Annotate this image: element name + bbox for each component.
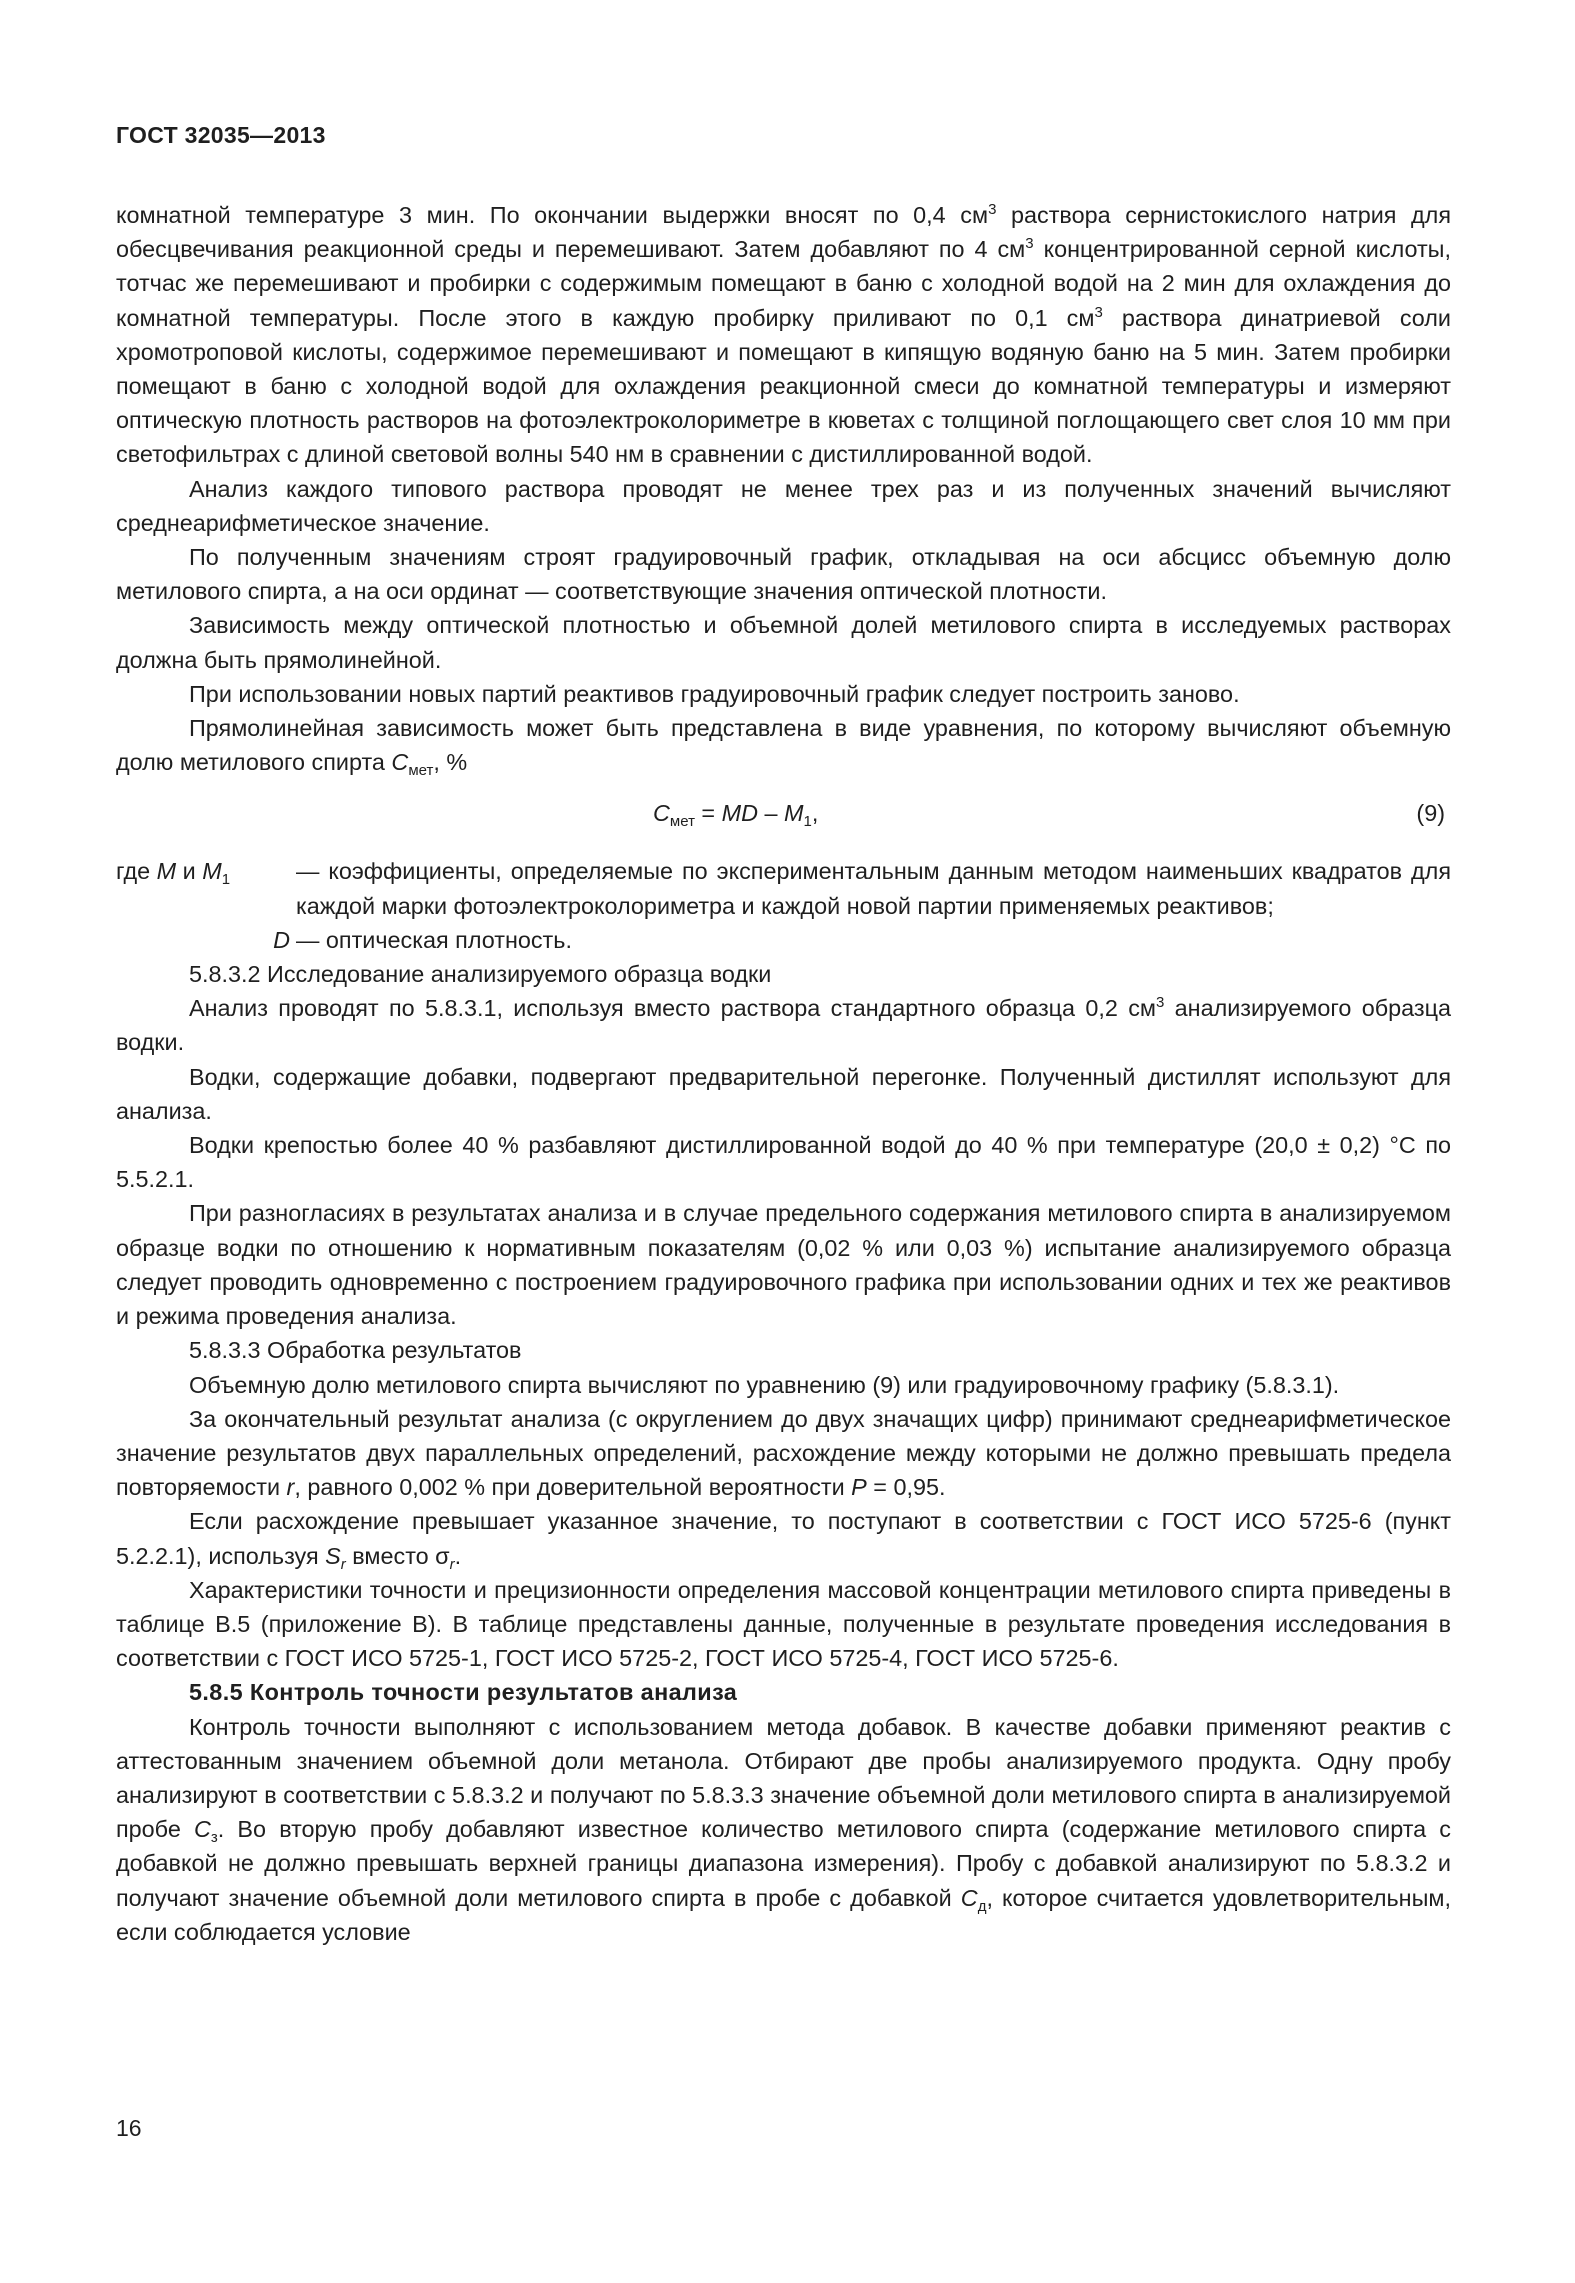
paragraph: Контроль точности выполняют с использованием метода добавок. В качестве добавки применяют реактив с аттестованным значением объемной доли метанола. Отбирают две пробы анализируемого продукта. Одну пробу анализируют в соответствии с 5.8.3.2 и получают по 5.8.3.3 значение объемной доли метилового спирта в анализируемой пробе $С_з$. Во вторую пробу добавляют известное количество метилового спирта (содержание метилового спирта с добавкой не должно превышать верхней границы диапазона измерения). Пробу с добавкой анализируют по 5.8.3.2 и получают значение объемной доли метилового спирта в пробе с добавкой $С_д$, которое считается удовлетворительным, если соблюдается условие xyxy=(116,1713,1452,1945)
where-clause-d: D — оптическая плотность. xyxy=(273,926,572,953)
paragraph: Анализ проводят по 5.8.3.1, используя вместо раствора стандартного образца 0,2 $см^3$ анализируемого образца водки. xyxy=(116,994,1452,1056)
subsection-heading: 5.8.3.2 Исследование анализируемого образца водки xyxy=(189,961,772,988)
paragraph: За окончательный результат анализа (с округлением до двух значащих цифр) принимают среднеарифметическое значение результатов двух параллельных определений, расхождение между которыми не должно превышать предела повторяемости r, равного 0,002 % при доверительной вероятности P = 0,95. xyxy=(116,1405,1451,1501)
equation-9 xyxy=(116,788,1451,838)
running-header: ГОСТ 32035—2013 xyxy=(116,122,326,148)
equation-expression: $С_{мет}$ = MD – $M_1$, xyxy=(653,800,819,831)
body-text xyxy=(116,198,1451,1949)
paragraph: По полученным значениям строят градуировочный график, откладывая на оси абсцисс объемную долю метилового спирта, а на оси ординат — соответствующие значения оптической плотности. xyxy=(116,544,1451,605)
paragraph: Характеристики точности и прецизионности определения массовой концентрации метилового спирта приведены в таблице В.5 (приложение В). В таблице представлены данные, полученные в результате проведения исследования в соответствии с ГОСТ ИСО 5725-1, ГОСТ ИСО 5725-2, ГОСТ ИСО 5725-4, ГОСТ ИСО 5725-6. xyxy=(116,1576,1451,1672)
paragraph: комнатной температуре 3 мин. По окончании выдержки вносят по 0,4 $см^3$ раствора сернистокислого натрия для обесцвечивания реакционной среды и перемешивают. Затем добавляют по 4 $см^3$ концентрированной серной кислоты, тотчас же перемешивают и пробирки с содержимым помещают в баню с холодной водой на 2 мин для охлаждения до комнатной температуры. После этого в каждую пробирку приливают по 0,1 $см^3$ раствора динатриевой соли хромотроповой кислоты, содержимое перемешивают и помещают в кипящую водяную баню на 5 мин. Затем пробирки помещают в баню с холодной водой для охлаждения реакционной смеси до комнатной температуры и измеряют оптическую плотность растворов на фотоэлектроколориметре в кюветах с толщиной поглощающего свет слоя 10 мм при светофильтрах с длиной световой волны 540 нм в сравнении с дистиллированной водой. xyxy=(116,201,1451,468)
paragraph: При использовании новых партий реактивов градуировочный график следует построить заново. xyxy=(189,680,1240,707)
paragraph: Если расхождение превышает указанное значение, то поступают в соответствии с ГОСТ ИСО 5725-6 (пункт 5.2.2.1), используя $S_r$ вместо $\sigma_r$. xyxy=(116,1508,1451,1573)
equation-number: (9) xyxy=(1416,800,1445,827)
subsection-heading: 5.8.3.3 Обработка результатов xyxy=(189,1337,522,1364)
where-clause-m: где M и $M_1$ — коэффициенты, определяемые по экспериментальным данным методом наименьших квадратов для каждой марки фотоэлектроколориметра и каждой новой партии применяемых реактивов; xyxy=(116,858,1451,919)
paragraph: Анализ каждого типового раствора проводят не менее трех раз и из полученных значений вычисляют среднеарифметическое значение. xyxy=(116,475,1451,536)
paragraph: Прямолинейная зависимость может быть представлена в виде уравнения, по которому вычисляют объемную долю метилового спирта $С_{мет}$, % xyxy=(116,715,1451,780)
paragraph: Объемную долю метилового спирта вычисляют по уравнению (9) или градуировочному графику (5.8.3.1). xyxy=(189,1371,1340,1398)
paragraph: Водки, содержащие добавки, подвергают предварительной перегонке. Полученный дистиллят используют для анализа. xyxy=(116,1063,1451,1124)
page-number: 16 xyxy=(116,2115,142,2141)
section-heading: 5.8.5 Контроль точности результатов анализа xyxy=(189,1679,738,1706)
paragraph: Водки крепостью более 40 % разбавляют дистиллированной водой до 40 % при температуре (20,0 ± 0,2) °С по 5.5.2.1. xyxy=(116,1132,1451,1193)
paragraph: Зависимость между оптической плотностью и объемной долей метилового спирта в исследуемых растворах должна быть прямолинейной. xyxy=(116,612,1451,673)
paragraph: При разногласиях в результатах анализа и в случае предельного содержания метилового спирта в анализируемом образце водки по отношению к нормативным показателям (0,02 % или 0,03 %) испытание анализируемого образца следует проводить одновременно с построением градуировочного графика при использовании одних и тех же реактивов и режима проведения анализа. xyxy=(116,1200,1451,1330)
